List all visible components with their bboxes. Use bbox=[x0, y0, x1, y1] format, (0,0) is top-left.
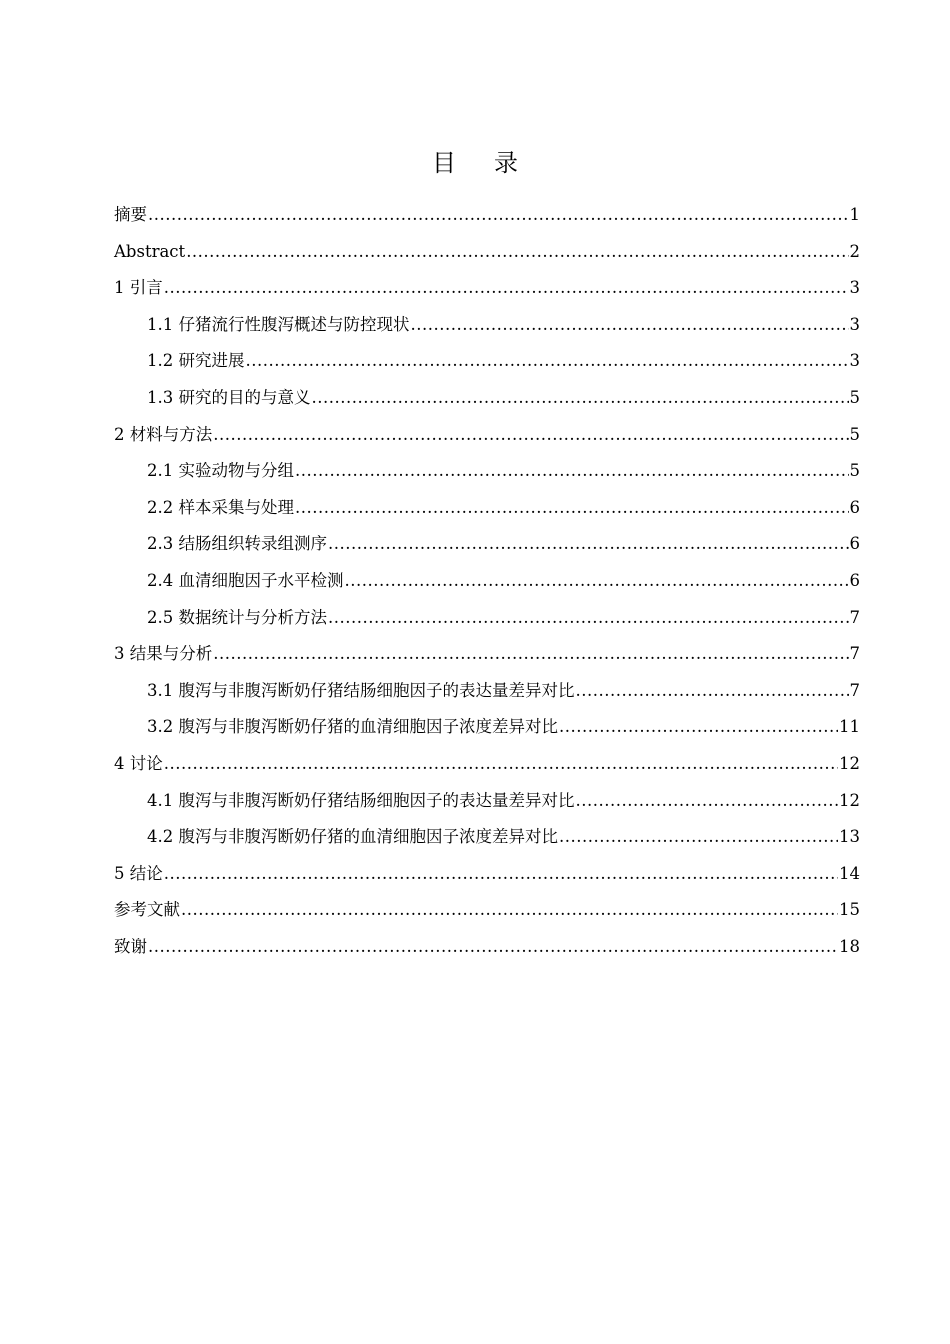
toc-entry-label: 1 引言 bbox=[114, 278, 163, 298]
toc-entry-label: 3 结果与分析 bbox=[114, 644, 213, 664]
toc-leader-dots bbox=[411, 307, 849, 344]
toc-entry-page-number: 2 bbox=[849, 241, 860, 261]
toc-leader-dots bbox=[345, 563, 849, 600]
toc-entry-label: 致谢 bbox=[114, 936, 147, 956]
toc-entry-label: 4 讨论 bbox=[114, 753, 163, 773]
toc-entry-page-number: 6 bbox=[849, 534, 860, 554]
toc-entry-10[interactable] bbox=[114, 526, 860, 563]
toc-leader-dots bbox=[312, 380, 849, 417]
toc-entry-page-number: 11 bbox=[839, 717, 860, 737]
toc-leader-dots bbox=[148, 197, 849, 234]
toc-leader-dots bbox=[559, 709, 838, 746]
toc-entry-page-number: 1 bbox=[849, 205, 860, 224]
toc-entry-label: 2.3 结肠组织转录组测序 bbox=[147, 534, 327, 554]
toc-entry-label: 4.2 腹泻与非腹泻断奶仔猪的血清细胞因子浓度差异对比 bbox=[147, 827, 558, 847]
toc-leader-dots bbox=[576, 673, 849, 710]
toc-entry-14[interactable] bbox=[114, 673, 860, 710]
toc-entry-21[interactable] bbox=[114, 929, 860, 966]
toc-entry-page-number: 15 bbox=[839, 900, 860, 920]
toc-entry-page-number: 3 bbox=[849, 314, 860, 334]
toc-leader-dots bbox=[328, 526, 849, 563]
toc-leader-dots bbox=[295, 453, 849, 490]
toc-leader-dots bbox=[164, 856, 838, 893]
toc-entry-page-number: 12 bbox=[839, 753, 860, 773]
toc-entry-label: 2.2 样本采集与处理 bbox=[147, 497, 294, 517]
toc-entry-label: 5 结论 bbox=[114, 863, 163, 883]
toc-entry-page-number: 13 bbox=[839, 827, 860, 847]
toc-entry-1[interactable] bbox=[114, 197, 860, 234]
toc-leader-dots bbox=[213, 636, 848, 673]
toc-leader-dots bbox=[181, 892, 838, 929]
toc-entry-18[interactable] bbox=[114, 819, 860, 856]
toc-entry-16[interactable] bbox=[114, 746, 860, 783]
toc-entry-label: 1.3 研究的目的与意义 bbox=[147, 387, 311, 407]
toc-entry-label: 2 材料与方法 bbox=[114, 424, 213, 444]
toc-entry-17[interactable] bbox=[114, 783, 860, 820]
toc-leader-dots bbox=[213, 417, 848, 454]
toc-entry-19[interactable] bbox=[114, 856, 860, 893]
toc-leader-dots bbox=[164, 746, 838, 783]
toc-title: 目录 bbox=[432, 149, 556, 177]
toc-leader-dots bbox=[246, 343, 849, 380]
toc-leader-dots bbox=[148, 929, 838, 966]
toc-entry-label: 摘要 bbox=[114, 205, 147, 224]
toc-entry-label: 2.5 数据统计与分析方法 bbox=[147, 607, 327, 627]
toc-leader-dots bbox=[186, 234, 848, 271]
toc-entry-page-number: 6 bbox=[849, 570, 860, 590]
toc-entry-page-number: 7 bbox=[849, 644, 860, 664]
toc-entry-2[interactable] bbox=[114, 234, 860, 271]
toc-entry-label: 1.1 仔猪流行性腹泻概述与防控现状 bbox=[147, 314, 410, 334]
toc-entry-8[interactable] bbox=[114, 453, 860, 490]
toc-leader-dots bbox=[328, 600, 849, 637]
toc-leader-dots bbox=[559, 819, 838, 856]
toc-leader-dots bbox=[164, 270, 849, 307]
toc-leader-dots bbox=[576, 783, 839, 820]
toc-entry-label: Abstract bbox=[114, 241, 186, 261]
toc-entry-5[interactable] bbox=[114, 343, 860, 380]
toc-entry-page-number: 3 bbox=[849, 351, 860, 371]
toc-entry-page-number: 5 bbox=[849, 424, 860, 444]
toc-entry-13[interactable] bbox=[114, 636, 860, 673]
toc-entry-page-number: 18 bbox=[839, 936, 860, 956]
toc-entry-label: 参考文献 bbox=[114, 900, 180, 920]
toc-entry-label: 4.1 腹泻与非腹泻断奶仔猪结肠细胞因子的表达量差异对比 bbox=[147, 790, 575, 810]
toc-entry-page-number: 12 bbox=[839, 790, 860, 810]
toc-entry-6[interactable] bbox=[114, 380, 860, 417]
toc-entry-page-number: 14 bbox=[839, 863, 860, 883]
toc-entry-9[interactable] bbox=[114, 490, 860, 527]
toc-entry-4[interactable] bbox=[114, 307, 860, 344]
toc-entry-3[interactable] bbox=[114, 270, 860, 307]
toc-entry-15[interactable] bbox=[114, 709, 860, 746]
toc-entry-page-number: 3 bbox=[849, 278, 860, 298]
toc-entry-page-number: 7 bbox=[849, 607, 860, 627]
toc-entry-page-number: 7 bbox=[849, 680, 860, 700]
toc-leader-dots bbox=[295, 490, 849, 527]
toc-entry-page-number: 6 bbox=[849, 497, 860, 517]
toc-entry-label: 3.2 腹泻与非腹泻断奶仔猪的血清细胞因子浓度差异对比 bbox=[147, 717, 558, 737]
toc-entry-label: 2.4 血清细胞因子水平检测 bbox=[147, 570, 344, 590]
toc-entry-label: 3.1 腹泻与非腹泻断奶仔猪结肠细胞因子的表达量差异对比 bbox=[147, 680, 575, 700]
toc-entry-12[interactable] bbox=[114, 600, 860, 637]
toc-entry-7[interactable] bbox=[114, 417, 860, 454]
toc-list bbox=[114, 197, 860, 965]
toc-entry-page-number: 5 bbox=[849, 387, 860, 407]
toc-entry-page-number: 5 bbox=[849, 461, 860, 481]
toc-entry-20[interactable] bbox=[114, 892, 860, 929]
toc-entry-11[interactable] bbox=[114, 563, 860, 600]
toc-entry-label: 2.1 实验动物与分组 bbox=[147, 461, 294, 481]
toc-entry-label: 1.2 研究进展 bbox=[147, 351, 245, 371]
